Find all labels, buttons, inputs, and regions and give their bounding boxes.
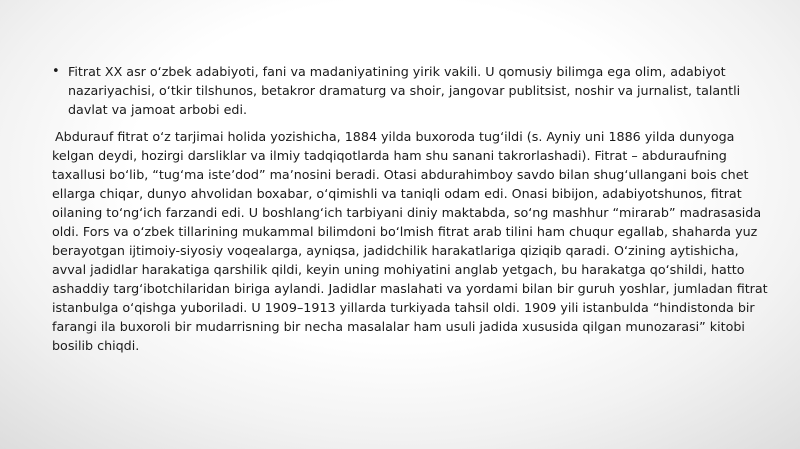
- bullet-text: Fitrat XX asr oʻzbek adabiyoti, fani va madaniyatining yirik vakili. U qomusiy bilimga ega olim, adabiyot nazariyachisi, oʻtkir tilshunos, betakror dramaturg va shoir, jangovar publitsist, noshir va jurnalist, talantli davlat va jamoat arbobi edi.: [68, 64, 741, 117]
- slide-content: [52, 62, 772, 355]
- bullet-marker: •: [52, 64, 60, 79]
- bullet-item: [52, 62, 772, 119]
- body-paragraph: Abdurauf fitrat oʻz tarjimai holida yozishicha, 1884 yilda buxoroda tugʻildi (s. Ayniy uni 1886 yilda dunyoga kelgan deydi, hozirgi darsliklar va ilmiy tadqiqotlarda ham shu sanani takrorlashadi). Fitrat – abduraufning taxallusi boʻlib, “tugʻma isteʼdod” maʼnosini beradi. Otasi abdurahimboy savdo bilan shugʻullangani bois chet ellarga chiqar, dunyo ahvolidan boxabar, oʻqimishli va taniqli odam edi. Onasi bibijon, adabiyotshunos, fitrat oilaning toʻngʻich farzandi edi. U boshlangʻich tarbiyani diniy maktabda, soʻng mashhur “mirarab” madrasasida oldi. Fors va oʻzbek tillarining mukammal bilimdoni boʻlmish fitrat arab tilini ham chuqur egallab, shaharda yuz berayotgan ijtimoiy-siyosiy voqealarga, ayniqsa, jadidchilik harakatlariga qiziqib qaradi. Oʻzining aytishicha, avval jadidlar harakatiga qarshilik qildi, keyin uning mohiyatini anglab yetgach, bu harakatga qoʻshildi, hatto ashaddiy targʻibotchilaridan biriga aylandi. Jadidlar maslahati va yordami bilan bir guruh yoshlar, jumladan fitrat istanbulga oʻqishga yuboriladi. U 1909–1913 yillarda turkiyada tahsil oldi. 1909 yili istanbulda “hindistonda bir farangi ila buxoroli bir mudarrisning bir necha masalalar ham usuli jadida xususida qilgan munozarasi” kitobi bosilib chiqdi.: [52, 129, 768, 353]
